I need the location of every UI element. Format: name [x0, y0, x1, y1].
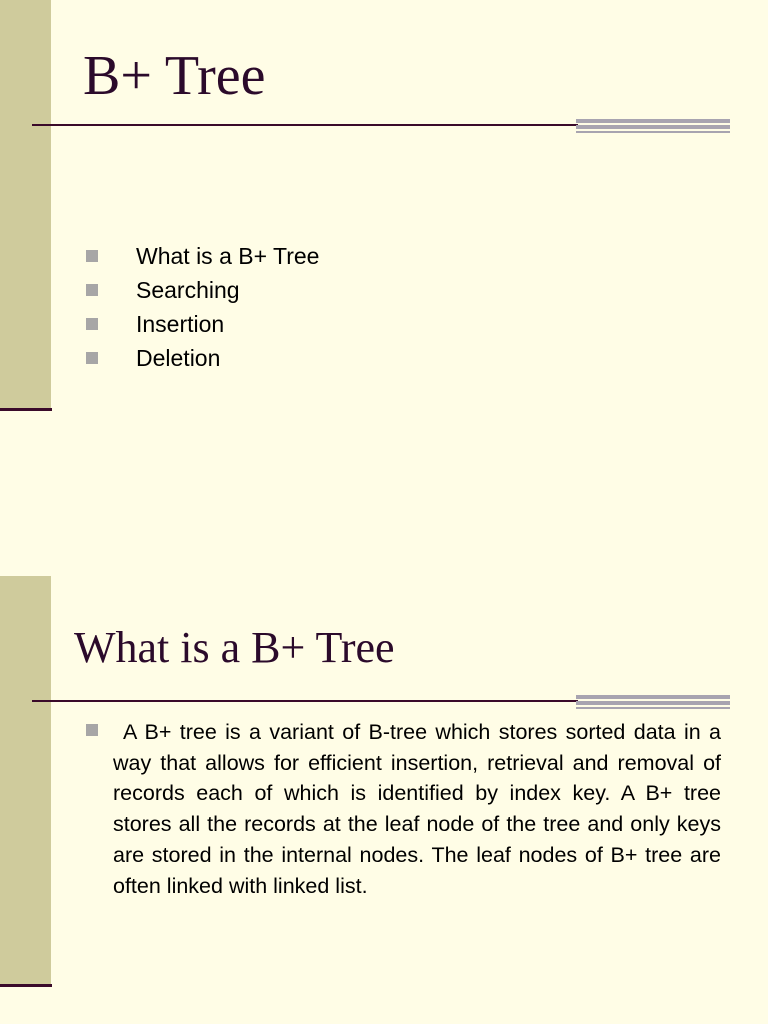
list-item-text: Searching — [136, 277, 240, 303]
left-accent-rule — [0, 984, 52, 987]
square-bullet-icon — [86, 284, 98, 296]
title-divider — [32, 700, 578, 702]
list-item — [86, 341, 319, 375]
square-bullet-icon — [86, 318, 98, 330]
square-bullet-icon — [86, 250, 98, 262]
list-item — [86, 273, 319, 307]
bullet-paragraph — [86, 717, 726, 901]
title-divider — [32, 124, 578, 126]
slide-title: B+ Tree — [83, 45, 266, 107]
title-divider-accent — [576, 695, 730, 709]
list-item-text: What is a B+ Tree — [136, 243, 320, 269]
slide-gap — [0, 448, 768, 576]
left-accent-bar — [0, 576, 51, 986]
list-item — [86, 239, 319, 273]
square-bullet-icon — [86, 724, 98, 736]
left-accent-rule — [0, 408, 52, 411]
slide-2 — [0, 576, 768, 1024]
body-paragraph: A B+ tree is a variant of B-tree which stores sorted data in a way that allows for efficient insertion, retrieval and removal of records each of which is identified by index key. A B+ tree stores all the records at the leaf node of the tree and only keys are stored in the internal nodes. The leaf nodes of B+ tree are often linked with linked list. — [113, 720, 721, 898]
bullet-list — [86, 239, 319, 375]
title-divider-accent — [576, 119, 730, 133]
slide-1 — [0, 0, 768, 448]
square-bullet-icon — [86, 352, 98, 364]
list-item-text: Deletion — [136, 345, 221, 371]
left-accent-bar — [0, 0, 51, 410]
slide-title: What is a B+ Tree — [74, 623, 395, 672]
list-item-text: Insertion — [136, 311, 225, 337]
list-item — [86, 307, 319, 341]
